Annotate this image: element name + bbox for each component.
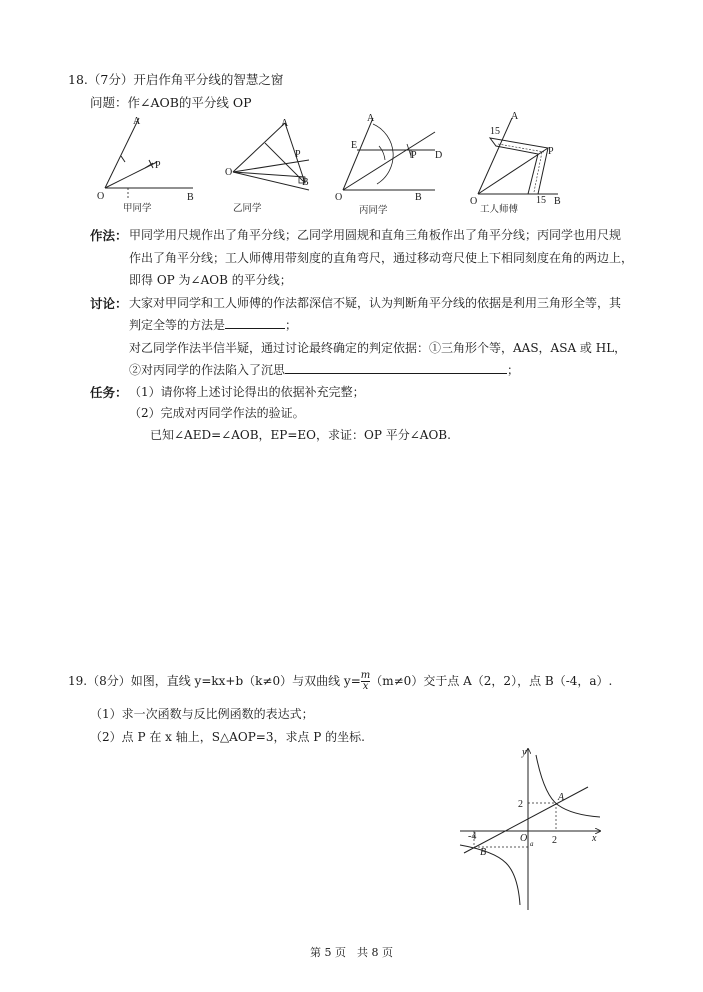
task2: （2）完成对丙同学作法的验证。	[129, 406, 305, 420]
discuss-line2b: ；	[285, 318, 298, 332]
svg-text:B: B	[415, 192, 422, 203]
ray-oa	[105, 118, 139, 188]
svg-text:x: x	[592, 833, 597, 844]
svg-text:P: P	[411, 150, 417, 161]
svg-text:A: A	[281, 118, 289, 129]
svg-text:A: A	[511, 111, 519, 122]
frac-den: x	[362, 681, 369, 692]
page-footer: 第 5 页 共 8 页	[310, 946, 393, 959]
caption-jia: 甲同学	[123, 203, 152, 214]
answer-blank-2[interactable]	[285, 361, 507, 374]
method-line1: 甲同学用尺规作出了角平分线；乙同学用圆规和直角三角板作出了角平分线；丙同学也用尺规	[129, 228, 622, 242]
svg-text:B: B	[554, 196, 561, 207]
svg-text:2: 2	[552, 835, 557, 846]
q19-title-a: 19.（8分）如图，直线 y=kx+b（k≠0）与双曲线 y=	[68, 674, 361, 688]
svg-text:y: y	[522, 747, 527, 758]
svg-text:B: B	[480, 847, 487, 858]
svg-text:O: O	[470, 196, 478, 207]
discuss-line2	[129, 316, 297, 333]
hyperbola-q1	[536, 755, 600, 817]
q19-title-b: （m≠0）交于点 A（2，2），点 B（-4，a）.	[370, 674, 613, 688]
caption-yi: 乙同学	[233, 203, 262, 214]
svg-text:15: 15	[536, 195, 546, 206]
svg-text:A: A	[367, 113, 375, 124]
svg-text:B: B	[302, 177, 309, 188]
method-line2: 作出了角平分线；工人师傅用带刻度的直角弯尺，通过移动弯尺使上下相同刻度在角的两边上，	[129, 251, 634, 265]
svg-text:D: D	[435, 150, 443, 161]
q19-part1: （1）求一次函数与反比例函数的表达式；	[90, 707, 314, 721]
figure-worker	[468, 110, 578, 220]
caption-worker: 工人师傅	[480, 204, 519, 215]
figure-bing	[335, 110, 450, 220]
figure-yi	[225, 115, 325, 220]
caption-bing: 丙同学	[359, 205, 388, 216]
svg-text:2: 2	[518, 799, 523, 810]
q18-problem: 问题：作∠AOB的平分线 OP	[90, 95, 252, 110]
q19-part2: （2）点 P 在 x 轴上，S△AOP=3，求点 P 的坐标.	[90, 730, 365, 744]
q19-title	[68, 671, 612, 692]
discuss-label: 讨论：	[90, 296, 128, 311]
frac-num: m	[360, 670, 371, 681]
svg-text:O: O	[520, 833, 528, 844]
svg-text:O: O	[335, 192, 343, 203]
hyperbola-q3	[460, 845, 520, 905]
discuss-line4	[129, 361, 519, 378]
method-line3: 即得 OP 为∠AOB 的平分线；	[129, 273, 292, 287]
method-label: 作法：	[90, 228, 128, 243]
label-o: O	[97, 191, 105, 202]
task3: 已知∠AED=∠AOB，EP=EO，求证：OP 平分∠AOB.	[150, 428, 451, 442]
task-label: 任务：	[90, 385, 128, 400]
svg-text:O: O	[225, 167, 233, 178]
discuss-line1: 大家对甲同学和工人师傅的作法都深信不疑，认为判断角平分线的依据是利用三角形全等，其	[129, 296, 622, 310]
svg-text:15: 15	[490, 126, 500, 137]
discuss-line3: 对乙同学作法半信半疑，通过讨论最终确定的判定依据：①三角形个等，AAS，ASA 或 HL，	[129, 341, 627, 355]
figure-jia	[95, 110, 205, 220]
label-b: B	[187, 192, 194, 203]
svg-text:E: E	[351, 140, 358, 151]
svg-text:P: P	[295, 149, 301, 160]
discuss-line2a: 判定全等的方法是	[129, 318, 226, 332]
svg-text:A: A	[558, 792, 565, 803]
task1: （1）请你将上述讨论得出的依据补充完整；	[129, 385, 365, 399]
discuss-line4b: ；	[507, 363, 520, 377]
function-graph	[460, 745, 610, 915]
svg-text:-4: -4	[468, 831, 477, 842]
label-p: P	[155, 160, 161, 171]
arc-mark	[121, 156, 125, 162]
svg-text:P: P	[548, 146, 554, 157]
answer-blank-1[interactable]	[225, 316, 285, 329]
svg-text:a: a	[530, 840, 534, 848]
q19-fraction	[361, 671, 370, 692]
q18-title: 18.（7分）开启作角平分线的智慧之窗	[68, 72, 284, 87]
label-a: A	[133, 116, 141, 127]
discuss-line4a: ②对丙同学的作法陷入了沉思	[129, 363, 286, 377]
